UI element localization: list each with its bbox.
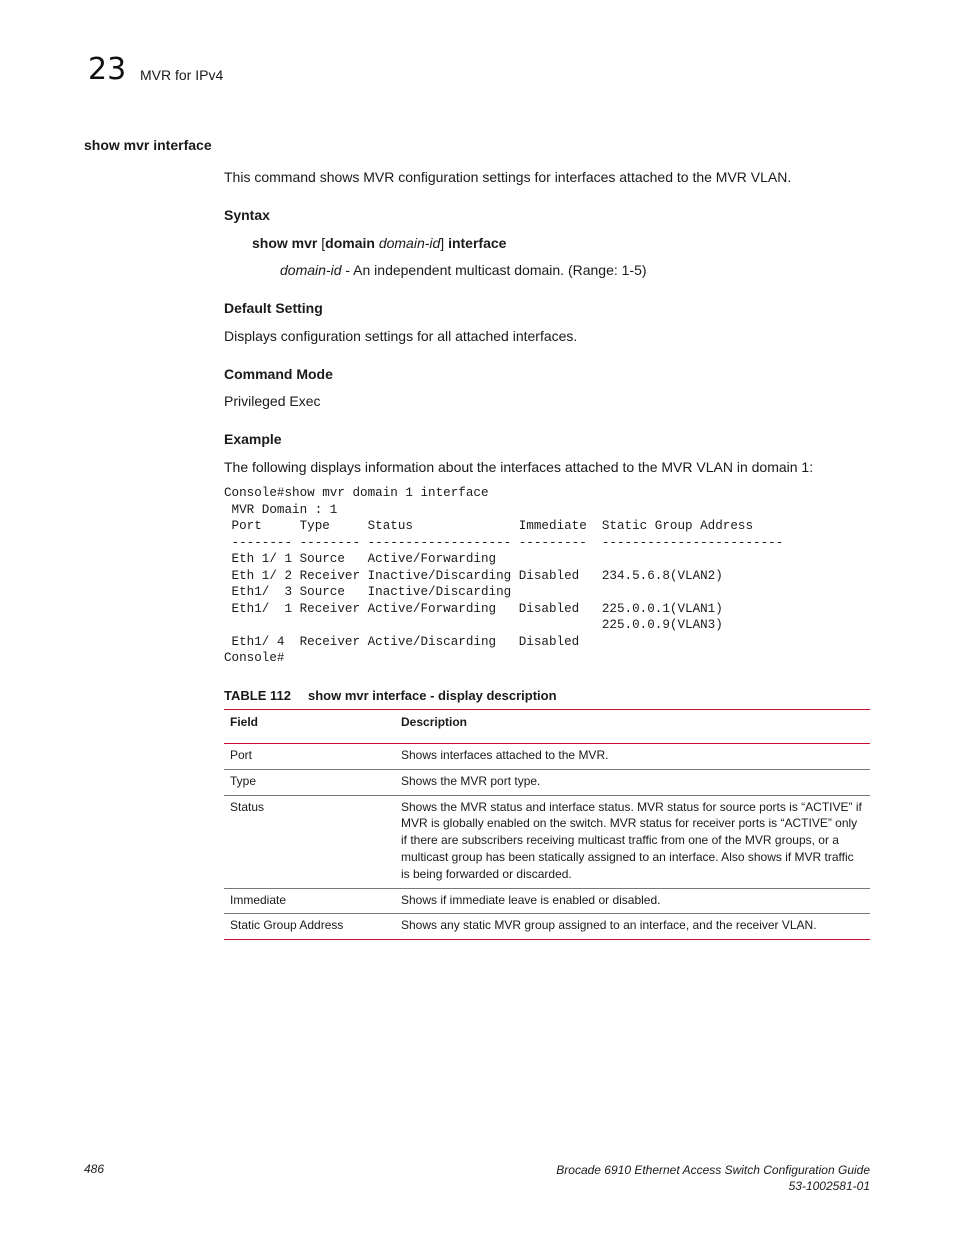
mode-heading: Command Mode — [224, 366, 333, 382]
syntax-param: domain-id — [378, 235, 441, 251]
example-heading: Example — [224, 431, 282, 447]
table-caption-number: TABLE 112 — [224, 688, 291, 703]
table-cell-field: Status — [224, 795, 401, 888]
table-header-row — [224, 710, 870, 744]
table-cell-description: Shows any static MVR group assigned to an interface, and the receiver VLAN. — [401, 914, 870, 940]
table-cell-description: Shows the MVR status and interface status. MVR status for source ports is “ACTIVE” if MVR is globally enabled on the switch. MVR status for receiver ports is “ACTIVE” only if there are subscribers receiving multicast traffic from one of the MVR groups, or a multicast group has been statically assigned to an interface. Also shows if MVR traffic is being forwarded or discarded. — [401, 795, 870, 888]
table-row — [224, 744, 870, 770]
footer-doc-number: 53-1002581-01 — [788, 1179, 870, 1193]
table-cell-description: Shows interfaces attached to the MVR. — [401, 744, 870, 770]
description-table — [224, 709, 870, 940]
table-cell-description: Shows if immediate leave is enabled or disabled. — [401, 888, 870, 914]
table-row — [224, 914, 870, 940]
table-row — [224, 795, 870, 888]
default-heading: Default Setting — [224, 300, 323, 316]
footer-doc-info — [556, 1162, 870, 1194]
mode-text: Privileged Exec — [224, 393, 321, 409]
table-header-description: Description — [401, 710, 870, 744]
syntax-line — [252, 234, 506, 252]
param-description — [280, 261, 647, 279]
syntax-command: show mvr — [252, 235, 318, 251]
syntax-heading: Syntax — [224, 207, 270, 223]
syntax-keyword-domain: domain — [325, 235, 375, 251]
footer-page-number: 486 — [84, 1162, 105, 1176]
table-cell-field: Type — [224, 769, 401, 795]
chapter-number: 23 — [88, 52, 127, 87]
param-text: - An independent multicast domain. (Range: 1-5) — [341, 262, 647, 278]
default-text: Displays configuration settings for all attached interfaces. — [224, 328, 578, 344]
table-caption — [224, 687, 557, 705]
table-cell-field: Immediate — [224, 888, 401, 914]
section-title: show mvr interface — [84, 137, 212, 153]
example-intro: The following displays information about the interfaces attached to the MVR VLAN in domain 1: — [224, 459, 814, 475]
table-cell-field: Port — [224, 744, 401, 770]
table-row — [224, 888, 870, 914]
table-cell-description: Shows the MVR port type. — [401, 769, 870, 795]
table-cell-field: Static Group Address — [224, 914, 401, 940]
footer-doc-title: Brocade 6910 Ethernet Access Switch Configuration Guide — [556, 1163, 870, 1177]
syntax-open-bracket: [ — [317, 235, 326, 251]
console-output: Console#show mvr domain 1 interface MVR Domain : 1 Port Type Status Immediate Static Group Address -------- -------- ------------------- --------- ------------------------ Eth 1/ 1 Source Active/Forwarding Eth 1/ 2 Receiver Inactive/Discarding Disabled 234.5.6.8(VLAN2) Eth1/ 3 Source Inactive/Discarding Eth1/ 1 Receiver Active/Forwarding Disabled 225.0.0.1(VLAN1) 225.0.0.9(VLAN3) Eth1/ 4 Receiver Active/Discarding Disabled Console# — [224, 486, 784, 665]
table-caption-title: show mvr interface - display description — [308, 688, 557, 703]
table-row — [224, 769, 870, 795]
chapter-title: MVR for IPv4 — [140, 67, 224, 83]
intro-text: This command shows MVR configuration settings for interfaces attached to the MVR VLAN. — [224, 169, 792, 185]
syntax-close-bracket: ] — [440, 235, 449, 251]
param-name: domain-id — [280, 262, 342, 278]
syntax-keyword-interface: interface — [448, 235, 507, 251]
table-header-field: Field — [224, 710, 401, 744]
